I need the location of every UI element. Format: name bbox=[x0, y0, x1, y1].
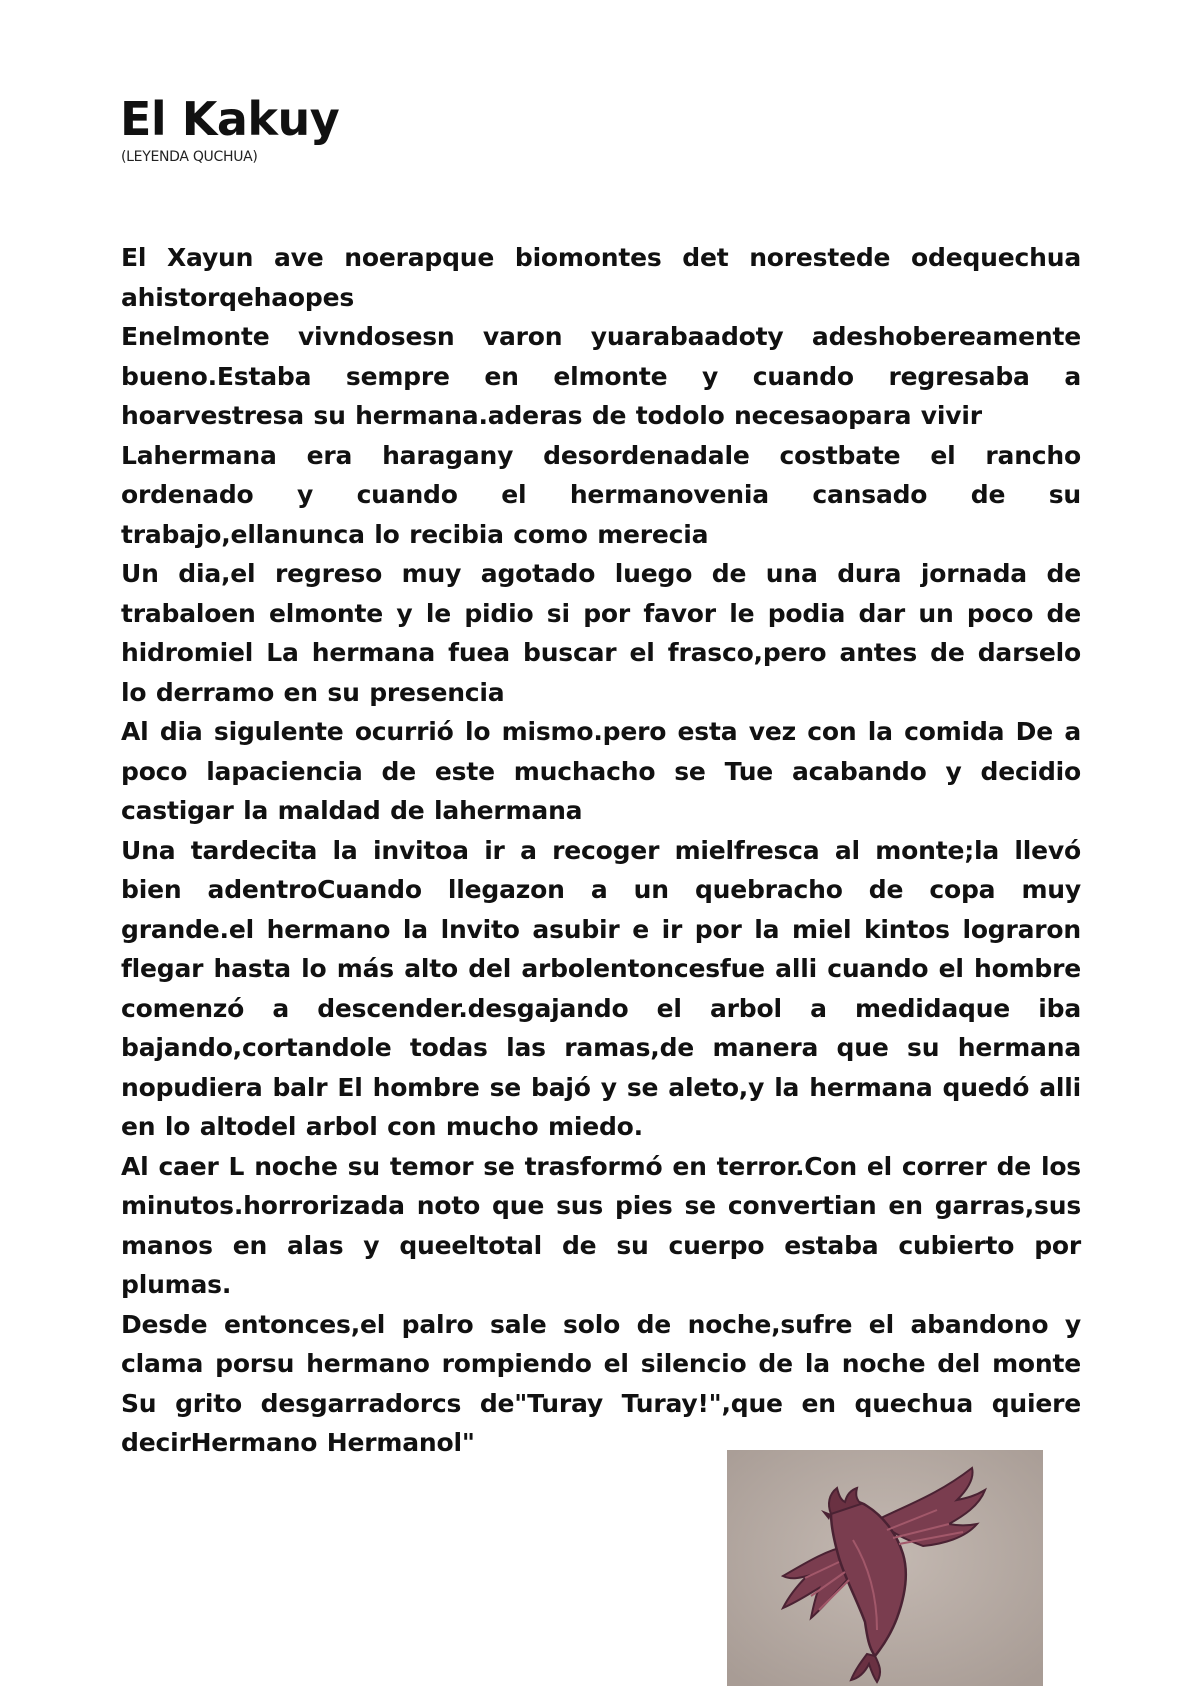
document-subtitle: (LEYENDA QUCHUA) bbox=[121, 149, 258, 165]
paragraph-honey: Un dia,el regreso muy agotado luego de una dura jornada de trabaloen elmonte y le pidio si por favor le podia dar un poco de hidromiel La hermana fuea buscar el frasco,pero antes de darselo lo derramo en su presencia bbox=[121, 559, 1081, 707]
paragraph-next-day: Al dia sigulente ocurrió lo mismo.pero esta vez con la comida De a poco lapaciencia de este muchacho se Tue acabando y decidio castigar la maldad de lahermana bbox=[121, 717, 1081, 825]
paragraph-brother: Enelmonte vivndosesn varon yuarabaadoty adeshobereamente bueno.Estaba sempre en elmonte y cuando regresaba a hoarvestresa su hermana.aderas de todolo necesaopara vivir bbox=[121, 322, 1081, 430]
paragraph-intro: El Xayun ave noerapque biomontes det norestede odequechua ahistorqehaopes bbox=[121, 243, 1081, 312]
bird-icon bbox=[727, 1450, 1043, 1686]
paragraph-sister: Lahermana era haragany desordenadale costbate el rancho ordenado y cuando el hermanovenia cansado de su trabajo,ellanunca lo recibia como merecia bbox=[121, 440, 1081, 549]
document-title: El Kakuy bbox=[120, 92, 340, 146]
bird-illustration bbox=[727, 1450, 1043, 1686]
paragraph-ending: Desde entonces,el palro sale solo de noche,sufre el abandono y clama porsu hermano rompiendo el silencio de la noche del monte Su grito desgarradorcs de"Turay Turay!",que en quechua quiere decirHermano Hermanol" bbox=[121, 1309, 1081, 1457]
paragraph-tree: Una tardecita la invitoa ir a recoger mielfresca al monte;la llevó bien adentroCuando llegazon a un quebracho de copa muy grande.el hermano la lnvito asubir e ir por la miel kintos lograron flegar hasta lo más alto del arbolentoncesfue alli cuando el hombre comenzó a descender.desgajando el arbol a medidaque iba bajando,cortandole todas las ramas,de manera que su hermana nopudiera balr El hombre se bajó y se aleto,y la hermana quedó alli en lo altodel arbol con mucho miedo. bbox=[121, 835, 1081, 1141]
paragraph-transformation: Al caer L noche su temor se trasformó en terror.Con el correr de los minutos.horrorizada noto que sus pies se convertian en garras,sus manos en alas y queeltotal de su cuerpo estaba cubierto por plumas. bbox=[121, 1151, 1081, 1299]
document-body bbox=[121, 238, 1081, 1463]
